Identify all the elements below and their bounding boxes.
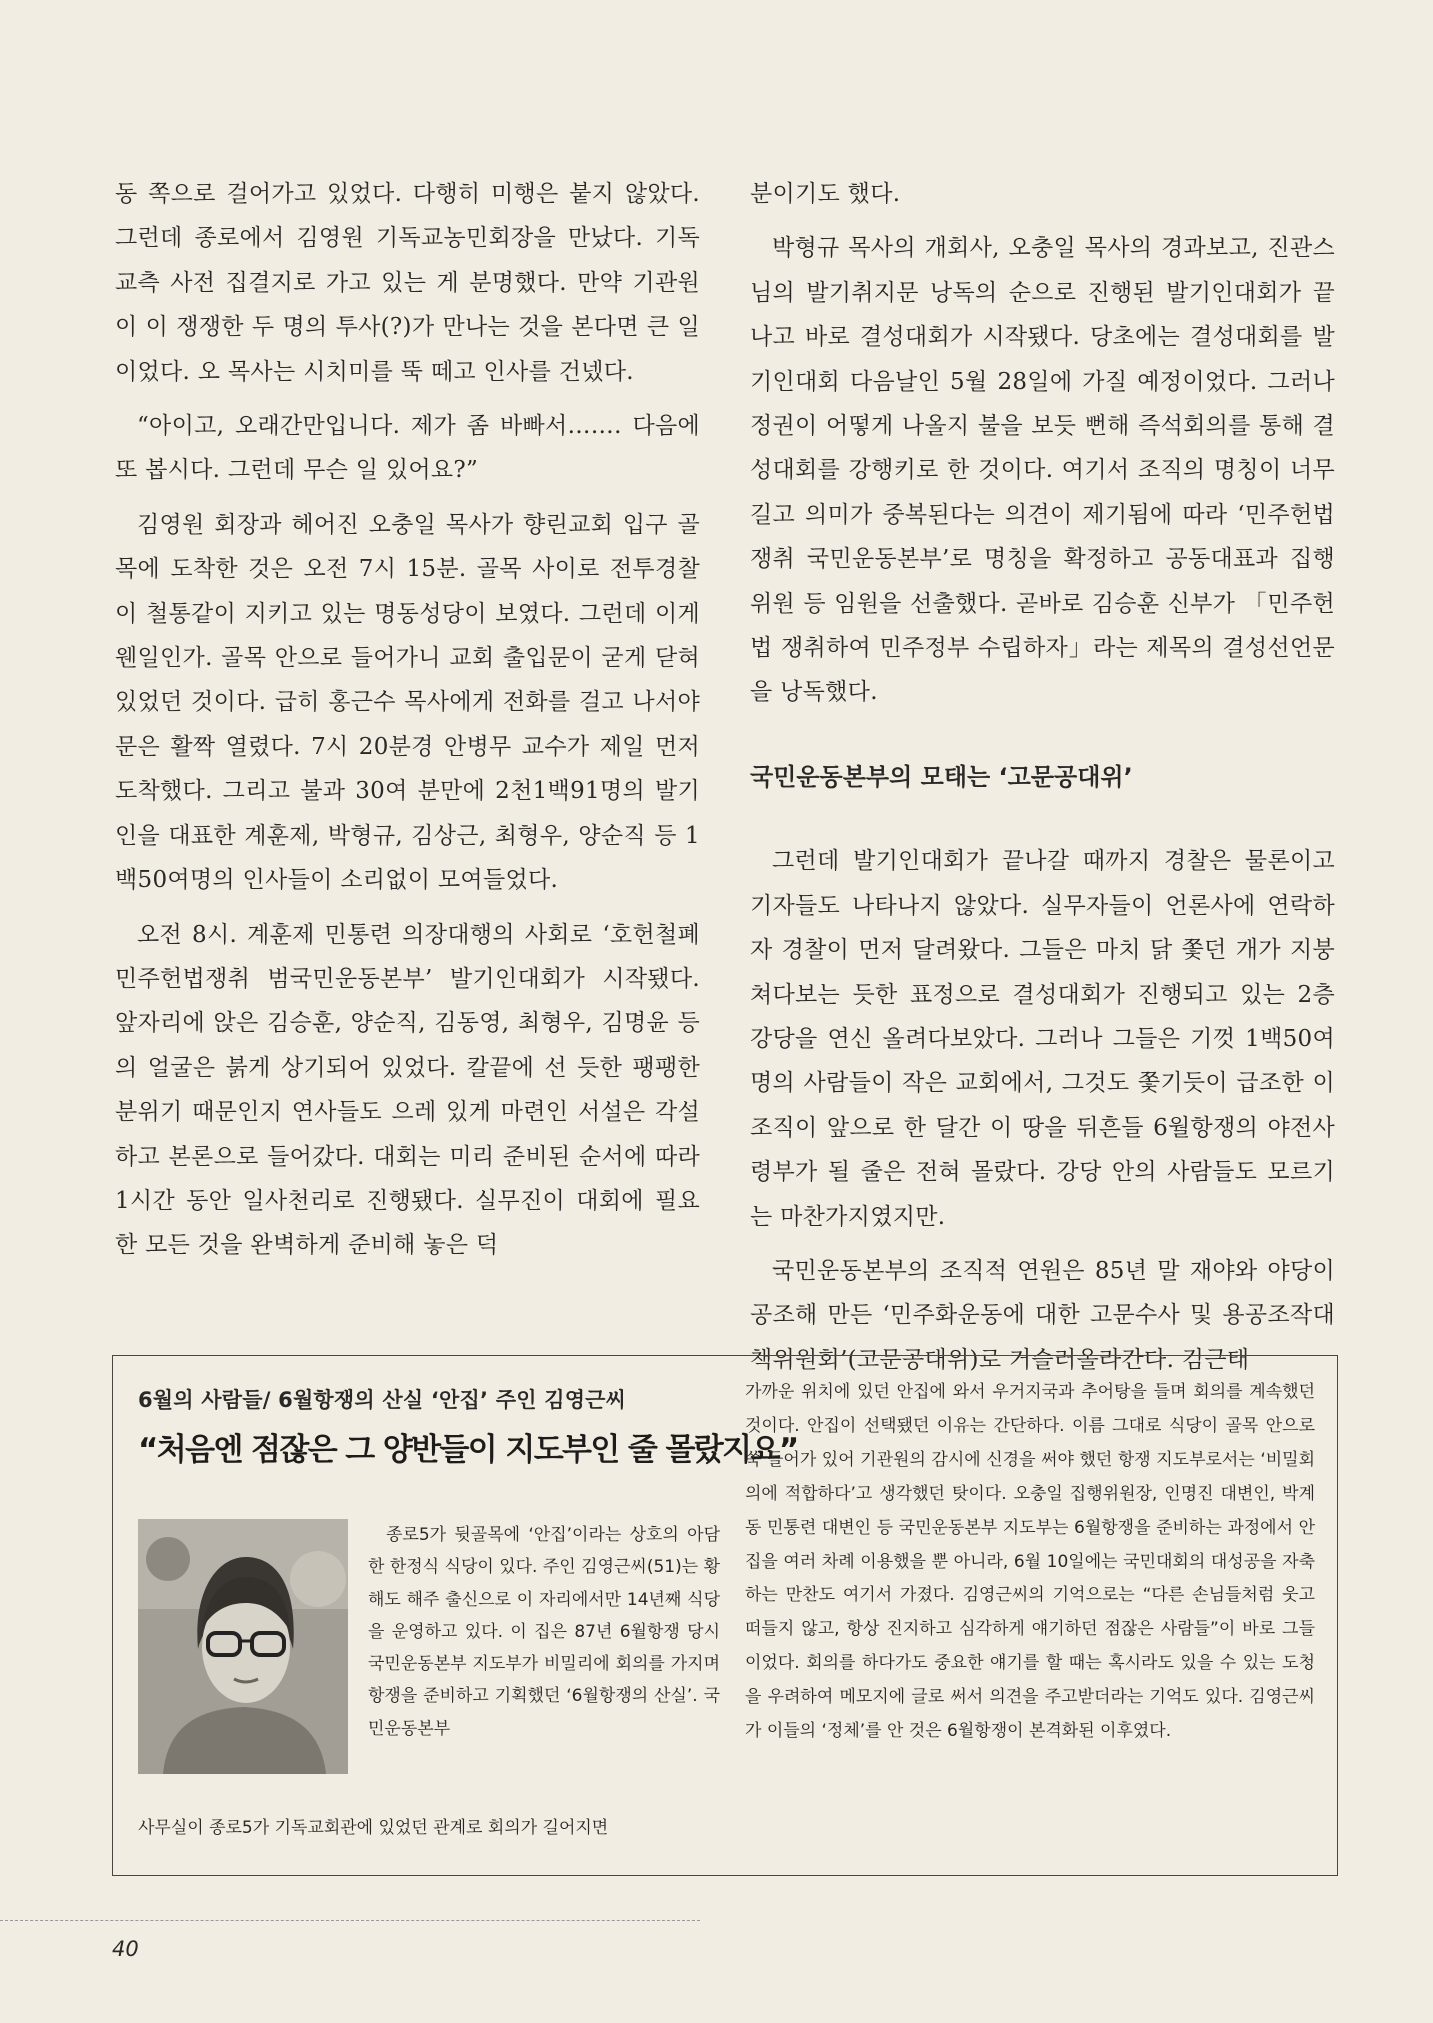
sidebar-right-text: 가까운 위치에 있던 안집에 와서 우거지국과 추어탕을 들며 회의를 계속했던 것이다. 안집이 선택됐던 이유는 간단하다. 이름 그대로 식당이 골목 안으로 쑥 들어가 있어 기관원의 감시에 신경을 써야 했던 항쟁 지도부로서는 ‘비밀회의에 적합하다’고 생각했던 탓이다. 오충일 집행위원장, 인명진 대변인, 박계동 민통련 대변인 등 국민운동본부 지도부는 6월항쟁을 준비하는 과정에서 안집을 여러 차례 이용했을 뿐 아니라, 6월 10일에는 국민대회의 대성공을 자축하는 만찬도 여기서 가졌다. 김영근씨의 기억으로는 “다른 손님들처럼 웃고 떠들지 않고, 항상 진지하고 심각하게 얘기하던 점잖은 사람들”이 바로 그들이었다. 회의를 하다가도 중요한 얘기를 할 때는 혹시라도 있을 수 있는 도청을 우려하여 메모지에 글로 써서 의견을 주고받더라는 기억도 있다. 김영근씨가 이들의 ‘정체’를 안 것은 6월항쟁이 본격화된 이후였다. <box>745 1382 1315 1742</box>
paragraph: “아이고, 오래간만입니다. 제가 좀 바빠서……. 다음에 또 봅시다. 그런데 무슨 일 있어요?” <box>115 413 700 484</box>
footer-rule <box>0 1920 700 1921</box>
sidebar-kicker: 6월의 사람들/ 6월항쟁의 산실 ‘안집’ 주인 김영근씨 <box>138 1388 627 1412</box>
paragraph: 그런데 발기인대회가 끝나갈 때까지 경찰은 물론이고 기자들도 나타나지 않았다. 실무자들이 언론사에 연락하자 경찰이 먼저 달려왔다. 그들은 마치 닭 쫓던 개가 지붕 쳐다보는 듯한 표정으로 결성대회가 진행되고 있는 2층 강당을 연신 올려다보았다. 그러나 그들은 기껏 1백50여명의 사람들이 작은 교회에서, 그것도 쫓기듯이 급조한 이 조직이 앞으로 한 달간 이 땅을 뒤흔들 6월항쟁의 야전사령부가 될 줄은 전혀 몰랐다. 강당 안의 사람들도 모르기는 마찬가지였지만. <box>750 848 1335 1230</box>
paragraph: 분이기도 했다. <box>750 181 901 207</box>
sidebar-box <box>112 1355 1338 1876</box>
sidebar-paragraph: 사무실이 종로5가 기독교회관에 있었던 관계로 회의가 길어지면 <box>138 1818 609 1838</box>
page-number: 40 <box>112 1937 139 1961</box>
paragraph: 동 쪽으로 걸어가고 있었다. 다행히 미행은 붙지 않았다. 그런데 종로에서 김영원 기독교농민회장을 만났다. 기독교측 사전 집결지로 가고 있는 게 분명했다. 만약 기관원이 이 쟁쟁한 두 명의 투사(?)가 만나는 것을 본다면 큰 일이었다. 오 목사는 시치미를 뚝 떼고 인사를 건넸다. <box>115 181 700 385</box>
sidebar-paragraph: 종로5가 뒷골목에 ‘안집’이라는 상호의 아담한 한정식 식당이 있다. 주인 김영근씨(51)는 황해도 해주 출신으로 이 자리에서만 14년째 식당을 운영하고 있다. 이 집은 87년 6월항쟁 당시 국민운동본부 지도부가 비밀리에 회의를 가지며 항쟁을 준비하고 기획했던 ‘6월항쟁의 산실’. 국민운동본부 <box>368 1525 720 1739</box>
sidebar-left <box>138 1384 798 1854</box>
left-column <box>115 172 700 1278</box>
paragraph: 국민운동본부의 조직적 연원은 85년 말 재야와 야당이 공조해 만든 ‘민주화운동에 대한 고문수사 및 용공조작대책위원회’(고문공대위)로 거슬러올라간다. 김근태 <box>750 1257 1335 1373</box>
paragraph: 오전 8시. 계훈제 민통련 의장대행의 사회로 ‘호헌철폐민주헌법쟁취 범국민운동본부’ 발기인대회가 시작됐다. 앞자리에 앉은 김승훈, 양순직, 김동영, 최형우, 김명윤 등의 얼굴은 붉게 상기되어 있었다. 칼끝에 선 듯한 팽팽한 분위기 때문인지 연사들도 으레 있게 마련인 서설은 각설하고 본론으로 들어갔다. 대회는 미리 준비된 순서에 따라 1시간 동안 일사천리로 진행됐다. 실무진이 대회에 필요한 모든 것을 완벽하게 준비해 놓은 덕 <box>115 921 700 1259</box>
section-heading: 국민운동본부의 모태는 ‘고문공대위’ <box>750 762 1133 791</box>
portrait-illustration <box>138 1519 348 1774</box>
paragraph: 박형규 목사의 개회사, 오충일 목사의 경과보고, 진관스님의 발기취지문 낭독의 순으로 진행된 발기인대회가 끝나고 바로 결성대회가 시작됐다. 당초에는 결성대회를 발기인대회 다음날인 5월 28일에 가질 예정이었다. 그러나 정권이 어떻게 나올지 불을 보듯 뻔해 즉석회의를 통해 결성대회를 강행키로 한 것이다. 여기서 조직의 명칭이 너무 길고 의미가 중복된다는 의견이 제기됨에 따라 ‘민주헌법쟁취 국민운동본부’로 명칭을 확정하고 공동대표과 집행위원 등 임원을 선출했다. 곧바로 김승훈 신부가 「민주헌법 쟁취하여 민주정부 수립하자」라는 제목의 결성선언문을 낭독했다. <box>750 235 1335 706</box>
right-column <box>750 172 1335 1392</box>
paragraph: 김영원 회장과 헤어진 오충일 목사가 향린교회 입구 골목에 도착한 것은 오전 7시 15분. 골목 사이로 전투경찰이 철통같이 지키고 있는 명동성당이 보였다. 그런데 이게 웬일인가. 골목 안으로 들어가니 교회 출입문이 굳게 닫혀 있었던 것이다. 급히 홍근수 목사에게 전화를 걸고 나서야 문은 활짝 열렸다. 7시 20분경 안병무 교수가 제일 먼저 도착했다. 그리고 불과 30여 분만에 2천1백91명의 발기인을 대표한 계훈제, 박형규, 김상근, 최형우, 양순직 등 1백50여명의 인사들이 소리없이 모여들었다. <box>115 511 700 894</box>
portrait-photo <box>138 1519 348 1774</box>
sidebar-title: “처음엔 점잖은 그 양반들이 지도부인 줄 몰랐지요” <box>138 1432 798 1468</box>
